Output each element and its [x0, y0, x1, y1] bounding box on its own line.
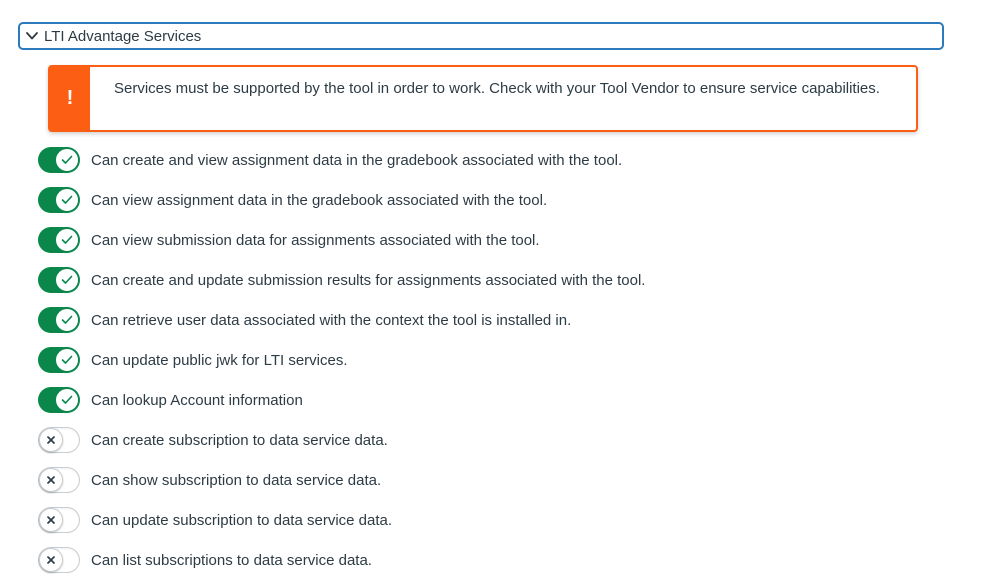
service-row — [38, 460, 938, 500]
service-toggle[interactable] — [38, 147, 80, 173]
service-row — [38, 340, 938, 380]
service-toggle[interactable] — [38, 547, 80, 573]
service-toggle[interactable] — [38, 387, 80, 413]
check-icon — [55, 228, 79, 252]
check-icon — [55, 148, 79, 172]
x-icon — [39, 508, 63, 532]
service-label: Can update subscription to data service data. — [91, 511, 393, 529]
service-label: Can lookup Account information — [91, 391, 303, 409]
service-toggle[interactable] — [38, 267, 80, 293]
check-icon — [55, 268, 79, 292]
service-label: Can retrieve user data associated with the context the tool is installed in. — [91, 311, 572, 329]
x-icon — [39, 428, 63, 452]
service-label: Can create and view assignment data in the gradebook associated with the tool. — [91, 151, 623, 169]
check-icon — [55, 388, 79, 412]
service-row — [38, 300, 938, 340]
service-label: Can show subscription to data service data. — [91, 471, 382, 489]
service-label: Can view submission data for assignments associated with the tool. — [91, 231, 540, 249]
service-label: Can view assignment data in the gradebook associated with the tool. — [91, 191, 548, 209]
service-toggle[interactable] — [38, 467, 80, 493]
service-row — [38, 500, 938, 540]
service-label: Can update public jwk for LTI services. — [91, 351, 348, 369]
service-row — [38, 260, 938, 300]
service-row — [38, 180, 938, 220]
x-icon — [39, 548, 63, 572]
section-toggle-lti-advantage-services[interactable] — [18, 22, 944, 50]
service-label: Can create subscription to data service data. — [91, 431, 388, 449]
service-label: Can create and update submission results for assignments associated with the tool. — [91, 271, 646, 289]
service-toggle[interactable] — [38, 507, 80, 533]
warning-icon: ! — [50, 67, 90, 130]
service-row — [38, 420, 938, 460]
chevron-down-icon — [25, 29, 39, 43]
service-toggle[interactable] — [38, 187, 80, 213]
section-title: LTI Advantage Services — [44, 27, 202, 45]
check-icon — [55, 348, 79, 372]
alert-message: Services must be supported by the tool in order to work. Check with your Tool Vendor to ensure service capabilities. — [114, 80, 880, 97]
service-row — [38, 380, 938, 420]
service-toggle[interactable] — [38, 427, 80, 453]
service-toggle[interactable] — [38, 227, 80, 253]
service-label: Can list subscriptions to data service data. — [91, 551, 372, 569]
services-list — [38, 140, 938, 580]
warning-alert — [48, 65, 918, 132]
service-toggle[interactable] — [38, 307, 80, 333]
check-icon — [55, 308, 79, 332]
service-toggle[interactable] — [38, 347, 80, 373]
check-icon — [55, 188, 79, 212]
x-icon — [39, 468, 63, 492]
service-row — [38, 220, 938, 260]
service-row — [38, 140, 938, 180]
service-row — [38, 540, 938, 580]
